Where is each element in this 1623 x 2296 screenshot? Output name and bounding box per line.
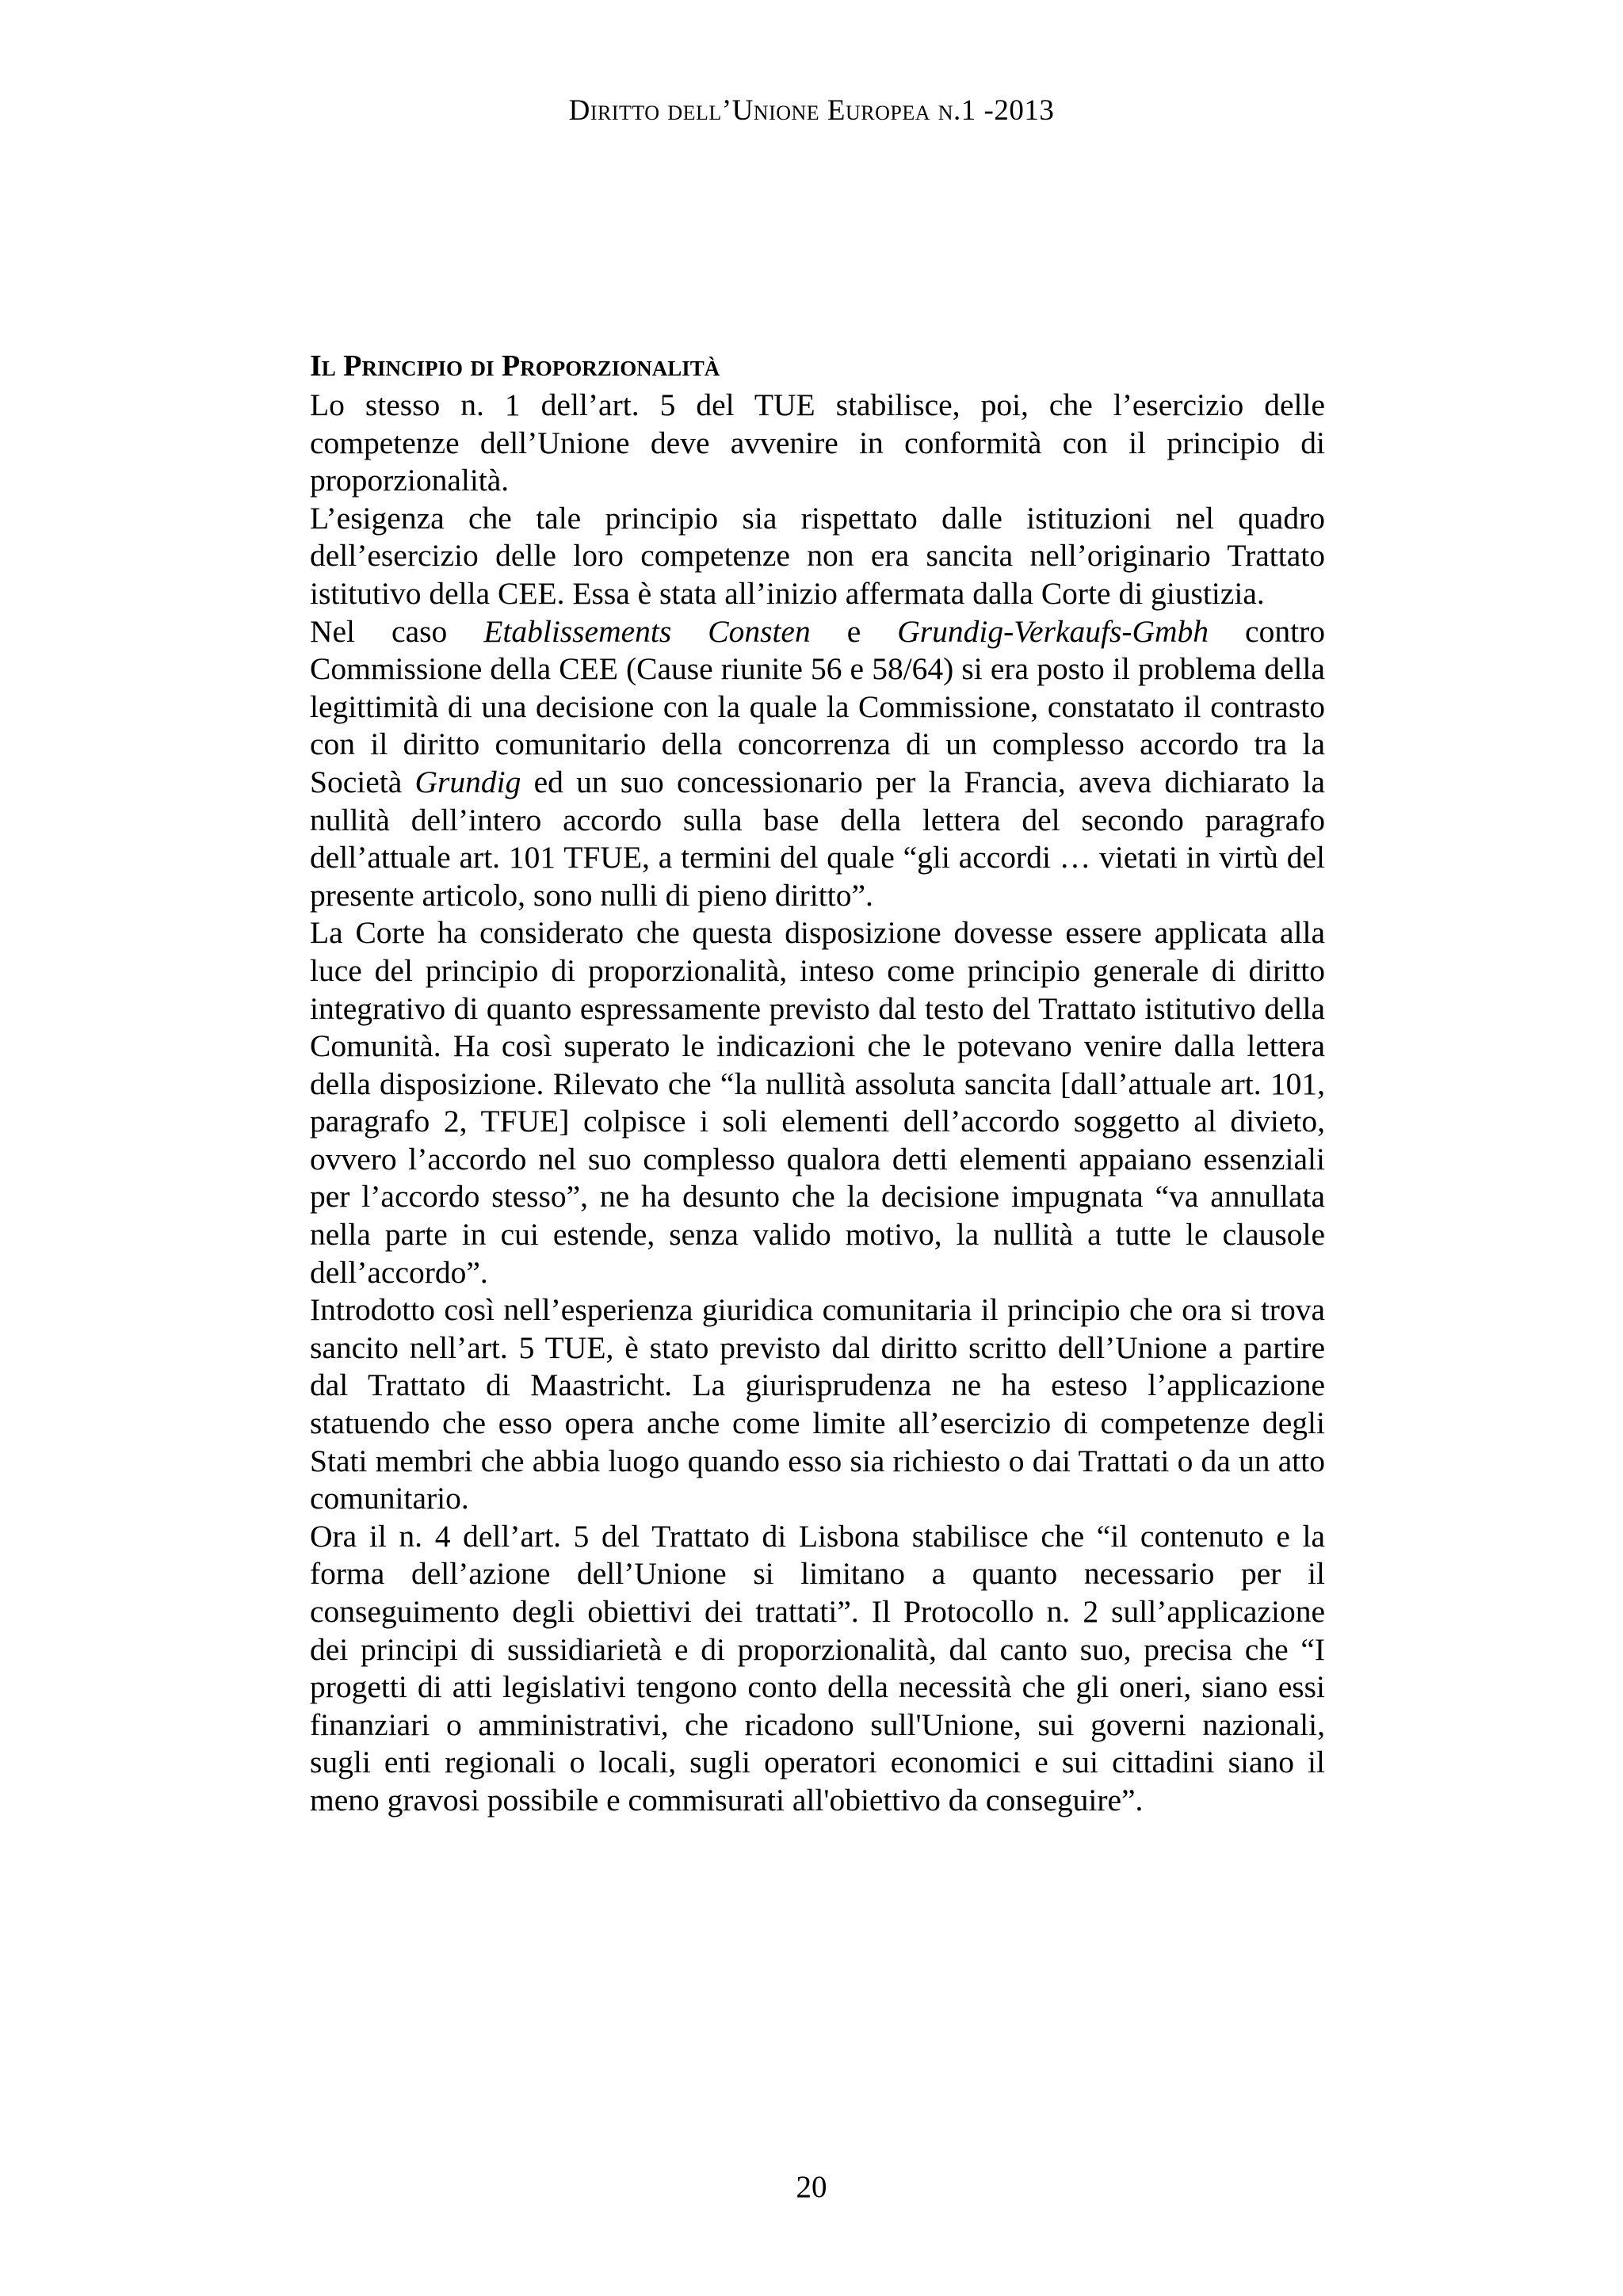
paragraph-3-text: e	[810, 613, 898, 649]
paragraph-6: Ora il n. 4 dell’art. 5 del Trattato di Lisbona stabilisce che “il contenuto e la forma dell’azione dell’Unione si limitano a quanto necessario per il conseguimento degli obiettivi dei trattati”. Il Protocollo n. 2 sull’applicazione dei principi di sussidiarietà e di proporzionalità, dal canto suo, precisa che “I progetti di atti legislativi tengono conto della necessità che gli oneri, siano essi finanziari o amministrativi, che ricadono sull'Unione, sui governi nazionali, sugli enti regionali o locali, sugli operatori economici e sui cittadini siano il meno gravosi possibile e commisurati all'obiettivo da conseguire”.	[310, 1518, 1325, 1817]
paragraph-3-text: Nel caso	[310, 613, 484, 649]
paragraph-1: Lo stesso n. 1 dell’art. 5 del TUE stabilisce, poi, che l’esercizio delle competenze dell’Unione deve avvenire in conformità con il principio di proporzionalità.	[310, 387, 1325, 498]
case-name-italic: Grundig-Verkaufs-Gmbh	[897, 613, 1209, 649]
paragraph-3	[310, 613, 1325, 915]
paragraph-3-text: contro Commissione della CEE (Cause riunite 56 e 58/64) si era posto il problema della legittimità di una decisione con la quale la Commissione, constatato il contrasto con il diritto comunitario della concorrenza di un complesso accordo tra la Società	[310, 613, 1325, 799]
case-name-italic: Etablissements Consten	[483, 613, 811, 649]
page-number: 20	[796, 2170, 827, 2204]
company-name-italic: Grundig	[414, 764, 521, 799]
section-title: Il Principio di Proporzionalità	[310, 349, 720, 383]
paragraph-4: La Corte ha considerato che questa disposizione dovesse essere applicata alla luce del principio di proporzionalità, inteso come principio generale di diritto integrativo di quanto espressamente previsto dal testo del Trattato istitutivo della Comunità. Ha così superato le indicazioni che le potevano venire dalla lettera della disposizione. Rilevato che “la nullità assoluta sancita [dall’attuale art. 101, paragrafo 2, TFUE] colpisce i soli elementi dell’accordo soggetto al divieto, ovvero l’accordo nel suo complesso qualora detti elementi appaiano essenziali per l’accordo stesso”, ne ha desunto che la decisione impugnata “va annullata nella parte in cui estende, senza valido motivo, la nullità a tutte le clausole dell’accordo”.	[310, 915, 1325, 1290]
paragraph-2: L’esigenza che tale principio sia rispettato dalle istituzioni nel quadro dell’esercizio delle loro competenze non era sancita nell’originario Trattato istitutivo della CEE. Essa è stata all’inizio affermata dalla Corte di giustizia.	[310, 500, 1325, 611]
running-header: Diritto dell’Unione Europea n.1 -2013	[568, 94, 1055, 127]
paragraph-3-text: ed un suo concessionario per la Francia, aveva dichiarato la nullità dell’intero accordo sulla base della lettera del secondo paragrafo dell’attuale art. 101 TFUE, a termini del quale “gli accordi … vietati in virtù del presente articolo, sono nulli di pieno diritto”.	[310, 764, 1325, 913]
paragraph-5: Introdotto così nell’esperienza giuridica comunitaria il principio che ora si trova sancito nell’art. 5 TUE, è stato previsto dal diritto scritto dell’Unione a partire dal Trattato di Maastricht. La giurisprudenza ne ha esteso l’applicazione statuendo che esso opera anche come limite all’esercizio di competenze degli Stati membri che abbia luogo quando esso sia richiesto o dai Trattati o da un atto comunitario.	[310, 1292, 1325, 1516]
page-content	[310, 345, 1325, 1820]
